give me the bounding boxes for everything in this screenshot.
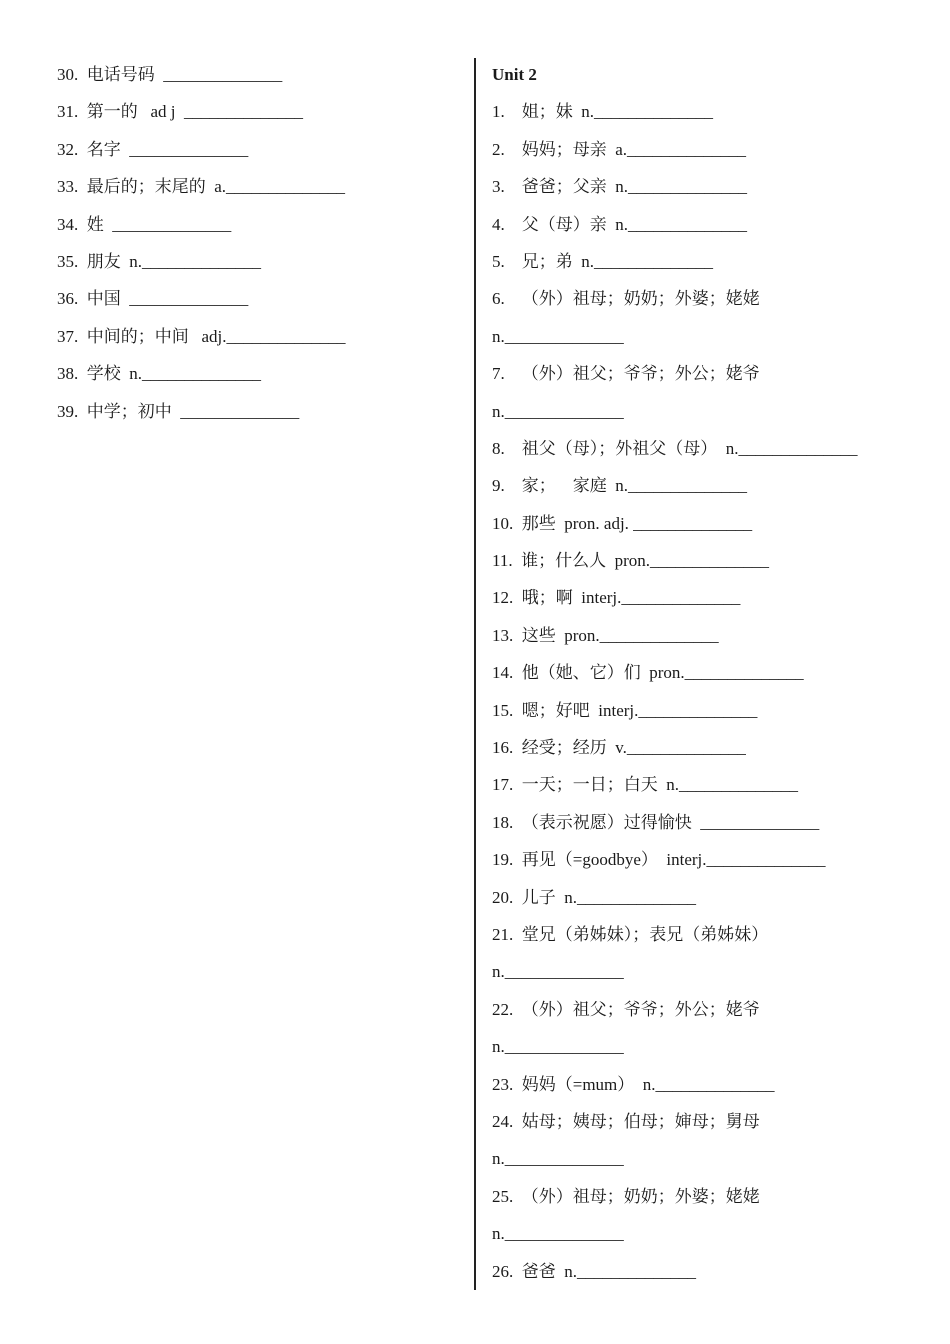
vocab-item: 33. 最后的；末尾的 a.______________ xyxy=(57,177,346,197)
vocab-item: 9. 家； 家庭 n.______________ xyxy=(492,476,747,496)
vocab-item: 2. 妈妈；母亲 a.______________ xyxy=(492,139,747,159)
vocab-item: 26. 爸爸 n.______________ xyxy=(492,1261,696,1281)
vocab-item: 18. （表示祝愿）过得愉快 ______________ xyxy=(492,812,820,832)
vocab-item: 39. 中学；初中 ______________ xyxy=(57,401,300,421)
vocab-item: 10. 那些 pron. adj. ______________ xyxy=(492,513,753,533)
vocab-item-continuation: n.______________ xyxy=(492,1224,624,1244)
vocab-item: 36. 中国 ______________ xyxy=(57,289,249,309)
vocab-item: 13. 这些 pron.______________ xyxy=(492,625,719,645)
left-column xyxy=(57,60,457,434)
vocab-item: 38. 学校 n.______________ xyxy=(57,364,261,384)
vocab-item: 24. 姑母；姨母；伯母；婶母；舅母 xyxy=(492,1111,760,1131)
vocab-item: 17. 一天；一日；白天 n.______________ xyxy=(492,775,798,795)
vocab-item: 1. 姐；妹 n.______________ xyxy=(492,102,713,122)
vocab-item: 34. 姓 ______________ xyxy=(57,214,232,234)
vocab-item-continuation: n.______________ xyxy=(492,401,624,421)
vocab-item: 19. 再见（=goodbye） interj.______________ xyxy=(492,850,826,870)
vocab-item-continuation: n.______________ xyxy=(492,1037,624,1057)
vocab-item: 7. （外）祖父；爷爷；外公；姥爷 xyxy=(492,364,760,384)
vocab-item: 20. 儿子 n.______________ xyxy=(492,887,696,907)
vocab-item-continuation: n.______________ xyxy=(492,1149,624,1169)
vocab-item: 6. （外）祖母；奶奶；外婆；姥姥 xyxy=(492,289,760,309)
vocab-item-continuation: n.______________ xyxy=(492,962,624,982)
vocab-item-continuation: n.______________ xyxy=(492,326,624,346)
column-divider xyxy=(474,58,476,1290)
vocab-item: 37. 中间的；中间 adj.______________ xyxy=(57,326,346,346)
vocab-item: 31. 第一的 ad j ______________ xyxy=(57,102,304,122)
vocab-item: 30. 电话号码 ______________ xyxy=(57,65,283,84)
vocab-item: 21. 堂兄（弟姊妹）；表兄（弟姊妹） xyxy=(492,924,769,944)
vocab-item: 32. 名字 ______________ xyxy=(57,139,249,159)
vocab-item: 25. （外）祖母；奶奶；外婆；姥姥 xyxy=(492,1186,760,1206)
vocab-item: 8. 祖父（母）；外祖父（母） n.______________ xyxy=(492,438,858,458)
vocab-item: 3. 爸爸；父亲 n.______________ xyxy=(492,177,747,197)
vocab-item: 4. 父（母）亲 n.______________ xyxy=(492,214,747,234)
unit-title: Unit 2 xyxy=(492,65,537,84)
vocab-item: 22. （外）祖父；爷爷；外公；姥爷 xyxy=(492,999,760,1019)
vocab-item: 23. 妈妈（=mum） n.______________ xyxy=(492,1074,775,1094)
vocab-item: 14. 他（她、它）们 pron.______________ xyxy=(492,663,804,683)
vocab-item: 5. 兄；弟 n.______________ xyxy=(492,251,713,271)
vocab-item: 16. 经受；经历 v.______________ xyxy=(492,738,746,758)
vocab-item: 12. 哦；啊 interj.______________ xyxy=(492,588,741,608)
vocab-item: 11. 谁；什么人 pron.______________ xyxy=(492,551,770,571)
vocab-item: 35. 朋友 n.______________ xyxy=(57,251,261,271)
right-column xyxy=(492,60,922,1294)
vocab-item: 15. 嗯；好吧 interj.______________ xyxy=(492,700,758,720)
